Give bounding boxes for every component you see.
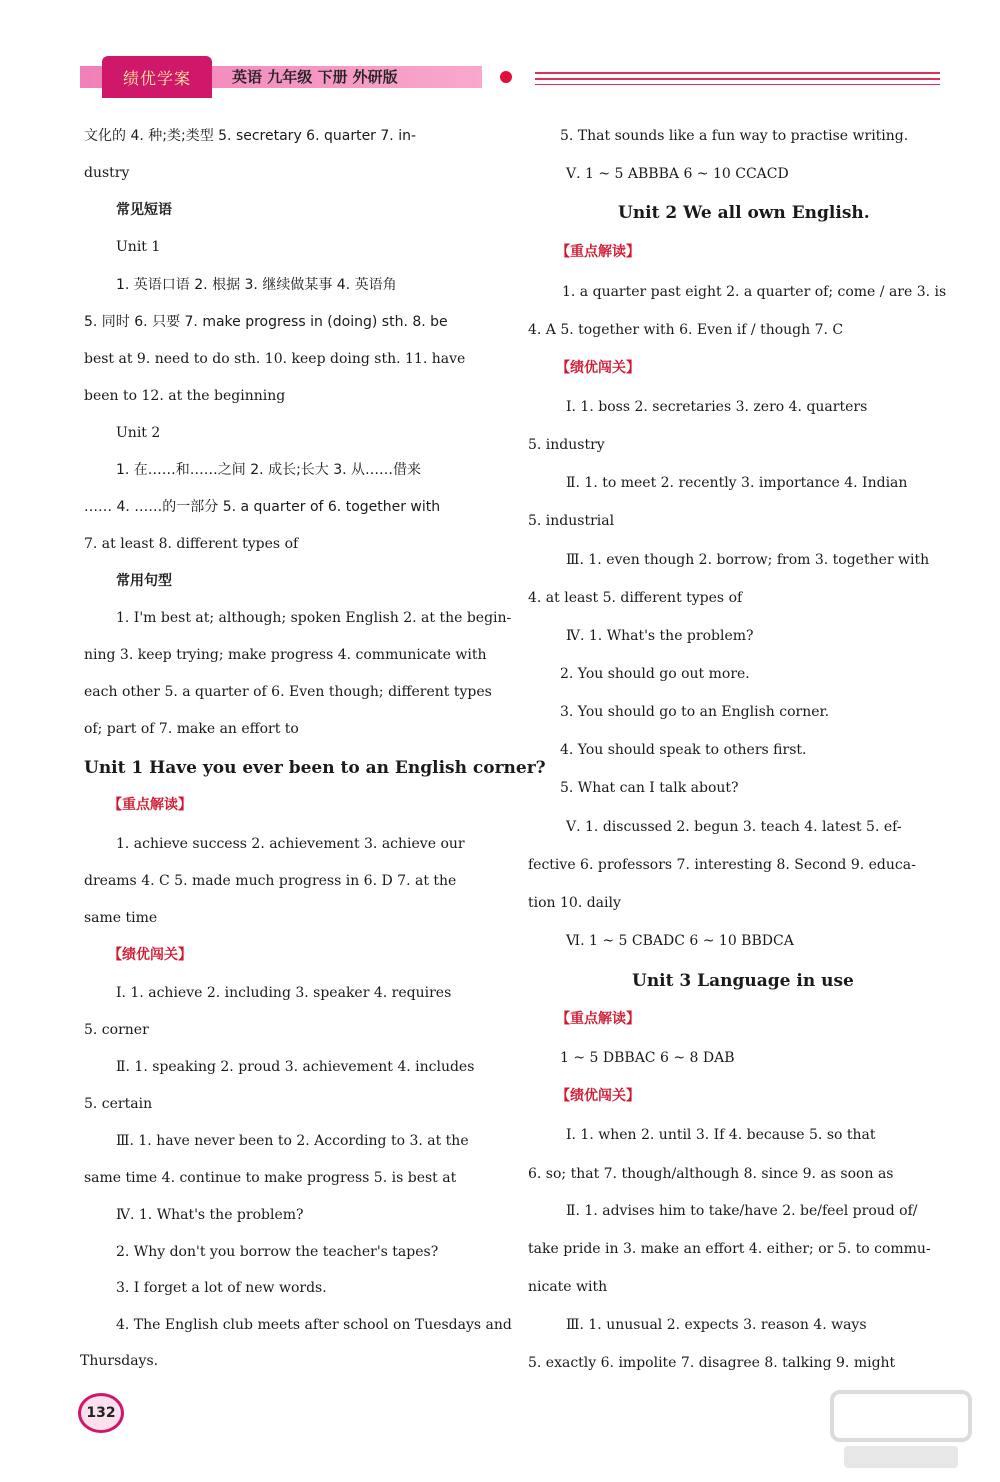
answer-line: 5. What can I talk about? [560,780,739,796]
unit-heading: Unit 2 We all own English. [618,203,870,223]
answer-line: fective 6. professors 7. interesting 8. Second 9. educa- [528,857,916,873]
answer-line: 5. exactly 6. impolite 7. disagree 8. talking 9. might [528,1355,896,1371]
answer-line: each other 5. a quarter of 6. Even though; different types [84,684,492,700]
answer-line: 4. A 5. together with 6. Even if / though 7. C [528,322,844,338]
answer-line: ning 3. keep trying; make progress 4. communicate with [84,647,487,663]
answer-line: …… 4. ……的一部分 5. a quarter of 6. together with [84,499,441,515]
brand-tab: 绩优学案 [102,56,212,98]
answer-line: 4. at least 5. different types of [528,590,743,606]
answer-line: Ⅳ. 1. What's the problem? [566,628,754,644]
answer-line: 4. You should speak to others first. [560,742,807,758]
answer-line: Ⅵ. 1 ~ 5 CBADC 6 ~ 10 BBDCA [566,933,794,949]
section-heading: 常见短语 [116,202,172,218]
answer-line: 1. achieve success 2. achievement 3. achieve our [116,836,465,852]
page-header [0,0,1000,110]
answer-line: 4. The English club meets after school on Tuesdays and [116,1317,512,1333]
answer-line: Ⅲ. 1. even though 2. borrow; from 3. together with [566,552,930,568]
answer-line: 文化的 4. 种;类;类型 5. secretary 6. quarter 7. in- [84,128,417,144]
section-label: 【重点解读】 [556,244,640,260]
answer-line: take pride in 3. make an effort 4. either; or 5. to commu- [528,1241,931,1257]
answer-line: 5. corner [84,1022,149,1038]
answer-line: 3. You should go to an English corner. [560,704,830,720]
answer-line: same time [84,910,158,926]
answer-line: dustry [84,165,130,181]
header-rule [535,72,940,74]
answer-line: nicate with [528,1279,608,1295]
answer-line: 5. That sounds like a fun way to practise writing. [560,128,909,144]
answer-line: Ⅲ. 1. unusual 2. expects 3. reason 4. ways [566,1317,867,1333]
answer-line: 1. a quarter past eight 2. a quarter of; come / are 3. is [562,284,947,300]
answer-line: Ⅱ. 1. advises him to take/have 2. be/feel proud of/ [566,1203,918,1219]
header-rule [535,84,940,85]
section-label: 【绩优闯关】 [556,1088,640,1104]
answer-line: Ⅳ. 1. What's the problem? [116,1207,304,1223]
unit-heading: Unit 1 Have you ever been to an English corner? [84,758,546,778]
answer-line: of; part of 7. make an effort to [84,721,299,737]
answer-line: Ⅲ. 1. have never been to 2. According to 3. at the [116,1133,469,1149]
answer-line: 1. 在……和……之间 2. 成长;长大 3. 从……借来 [116,462,422,478]
answer-line: 2. Why don't you borrow the teacher's tapes? [116,1244,439,1260]
answer-line: 1. 英语口语 2. 根据 3. 继续做某事 4. 英语角 [116,277,397,293]
answer-line: Unit 2 [116,425,161,441]
answer-line: Ⅱ. 1. speaking 2. proud 3. achievement 4. includes [116,1059,475,1075]
answer-line: 1 ~ 5 DBBAC 6 ~ 8 DAB [560,1050,735,1066]
answer-line: Unit 1 [116,239,161,255]
answer-line: Thursdays. [80,1353,159,1369]
section-label: 【绩优闯关】 [556,360,640,376]
answer-line: 5. certain [84,1096,153,1112]
subject-line: 英语 九年级 下册 外研版 [232,68,398,86]
answer-line: 7. at least 8. different types of [84,536,299,552]
answer-line: Ⅴ. 1. discussed 2. begun 3. teach 4. latest 5. ef- [566,819,902,835]
unit-heading: Unit 3 Language in use [632,971,854,991]
section-label: 【绩优闯关】 [108,947,192,963]
watermark-logo [826,1384,976,1474]
answer-line: Ⅰ. 1. achieve 2. including 3. speaker 4. requires [116,985,452,1001]
answer-line: 5. industrial [528,513,615,529]
answer-line: Ⅰ. 1. when 2. until 3. If 4. because 5. so that [566,1127,876,1143]
answer-line: 2. You should go out more. [560,666,750,682]
section-heading: 常用句型 [116,573,172,589]
page-number: 132 [78,1393,124,1433]
answer-line: dreams 4. C 5. made much progress in 6. D 7. at the [84,873,457,889]
answer-line: Ⅱ. 1. to meet 2. recently 3. importance 4. Indian [566,475,908,491]
section-label: 【重点解读】 [556,1011,640,1027]
header-dot [500,71,512,83]
answer-line: 5. industry [528,437,605,453]
answer-line: same time 4. continue to make progress 5. is best at [84,1170,457,1186]
answer-line: Ⅴ. 1 ~ 5 ABBBA 6 ~ 10 CCACD [566,166,789,182]
answer-line: 6. so; that 7. though/although 8. since 9. as soon as [528,1166,894,1182]
answer-line: tion 10. daily [528,895,621,911]
answer-line: been to 12. at the beginning [84,388,286,404]
header-rule [535,78,940,80]
answer-line: Ⅰ. 1. boss 2. secretaries 3. zero 4. quarters [566,399,868,415]
answer-line: 1. I'm best at; although; spoken English 2. at the begin- [116,610,512,626]
answer-line: 3. I forget a lot of new words. [116,1280,327,1296]
answer-line: best at 9. need to do sth. 10. keep doing sth. 11. have [84,351,466,367]
section-label: 【重点解读】 [108,797,192,813]
answer-line: 5. 同时 6. 只要 7. make progress in (doing) sth. 8. be [84,314,448,330]
